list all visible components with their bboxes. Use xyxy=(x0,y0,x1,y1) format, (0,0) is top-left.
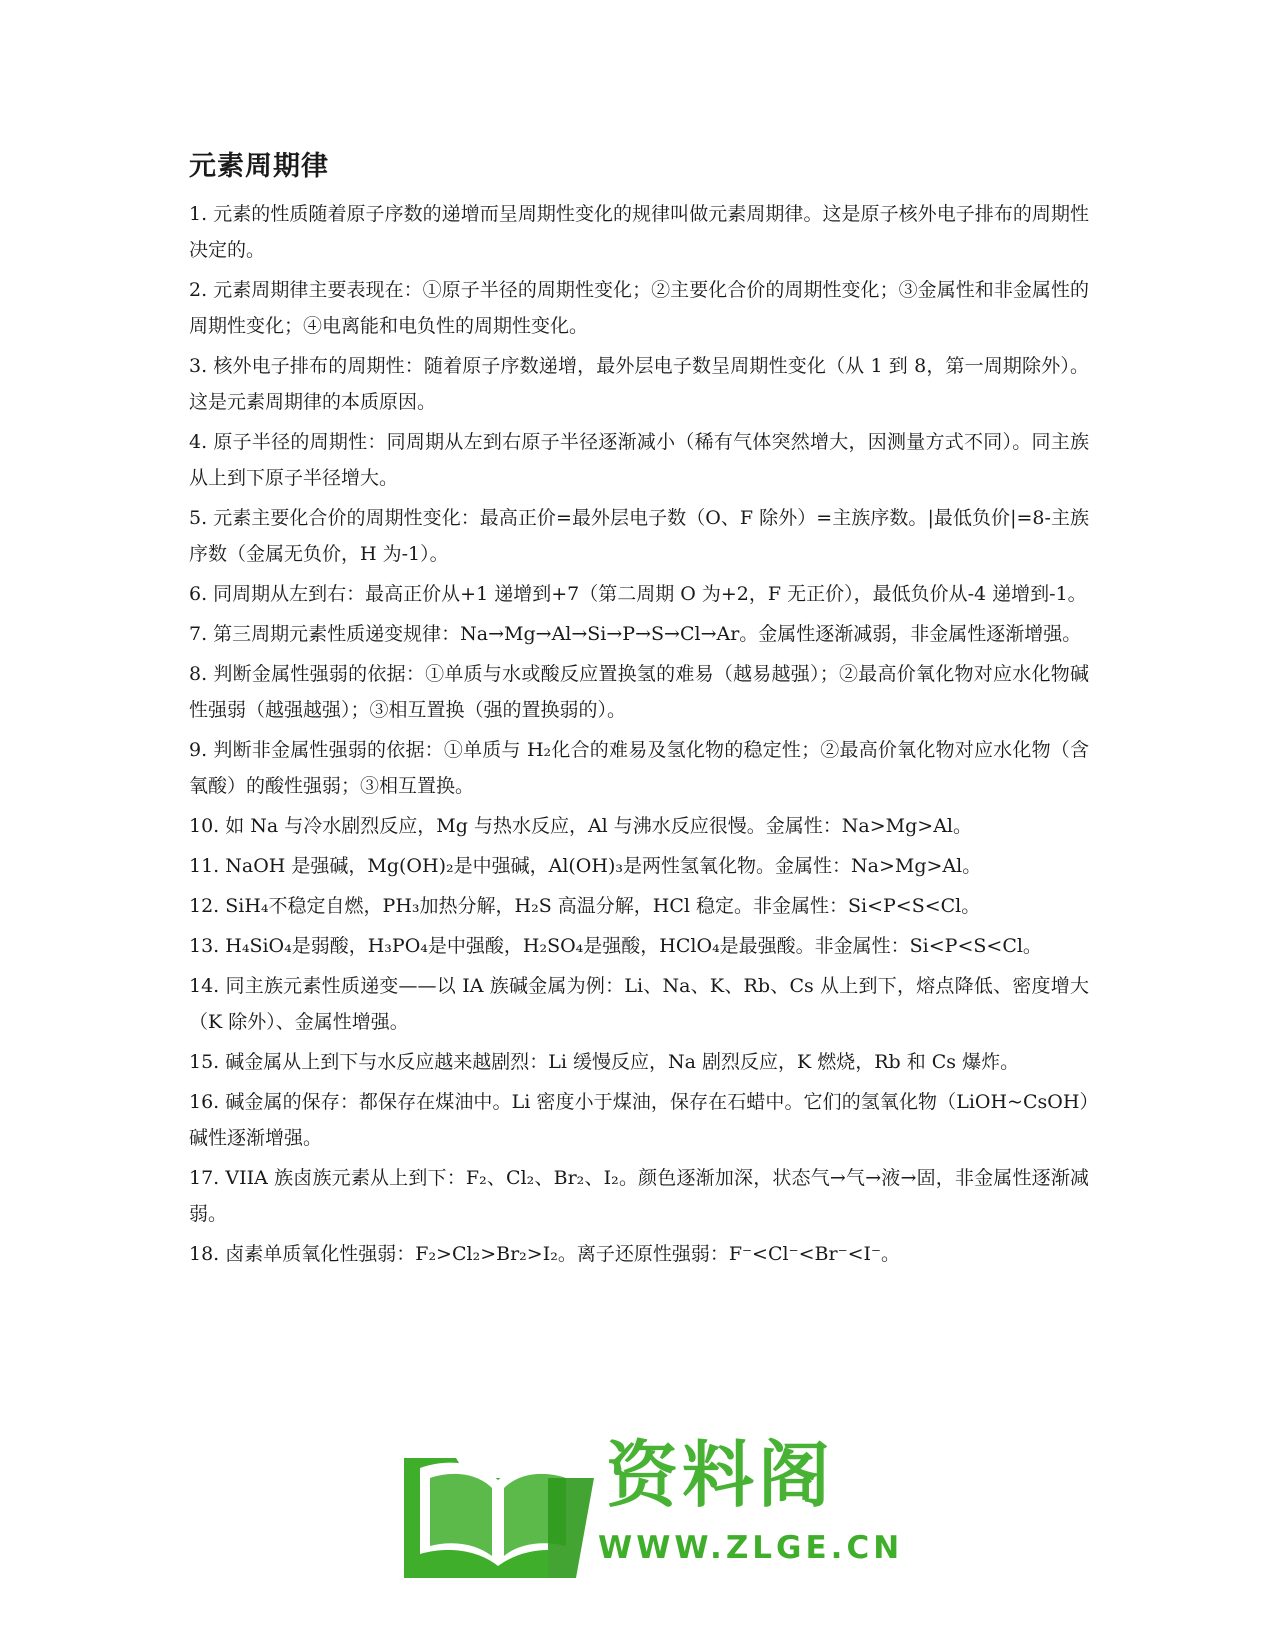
list-item: 8. 判断金属性强弱的依据：①单质与水或酸反应置换氢的难易（越易越强）；②最高价氧化物对应水化物碱性强弱（越强越强）；③相互置换（强的置换弱的）。 xyxy=(189,663,1089,721)
list-item: 13. H₄SiO₄是弱酸，H₃PO₄是中强酸，H₂SO₄是强酸，HClO₄是最强酸。非金属性：Si<P<S<Cl。 xyxy=(189,935,1042,957)
list-item: 1. 元素的性质随着原子序数的递增而呈周期性变化的规律叫做元素周期律。这是原子核外电子排布的周期性决定的。 xyxy=(189,203,1089,261)
list-item: 14. 同主族元素性质递变——以 IA 族碱金属为例：Li、Na、K、Rb、Cs 从上到下，熔点降低、密度增大（K 除外）、金属性增强。 xyxy=(189,975,1089,1033)
watermark-url: WWW.ZLGE.CN xyxy=(598,1530,904,1566)
list-item: 12. SiH₄不稳定自燃，PH₃加热分解，H₂S 高温分解，HCl 稳定。非金属性：Si<P<S<Cl。 xyxy=(189,895,981,917)
list-item: 10. 如 Na 与冷水剧烈反应，Mg 与热水反应，Al 与沸水反应很慢。金属性：Na>Mg>Al。 xyxy=(189,815,972,837)
list-item: 2. 元素周期律主要表现在：①原子半径的周期性变化；②主要化合价的周期性变化；③金属性和非金属性的周期性变化；④电离能和电负性的周期性变化。 xyxy=(189,279,1089,337)
list-item: 4. 原子半径的周期性：同周期从左到右原子半径逐渐减小（稀有气体突然增大，因测量方式不同）。同主族从上到下原子半径增大。 xyxy=(189,431,1089,489)
book-folder-icon xyxy=(398,1438,598,1588)
list-item: 11. NaOH 是强碱，Mg(OH)₂是中强碱，Al(OH)₃是两性氢氧化物。金属性：Na>Mg>Al。 xyxy=(189,855,982,877)
document-title: 元素周期律 xyxy=(189,151,329,182)
list-item: 7. 第三周期元素性质递变规律：Na→Mg→Al→Si→P→S→Cl→Ar。金属性逐渐减弱，非金属性逐渐增强。 xyxy=(189,623,1082,645)
document-page xyxy=(189,150,1089,1276)
list-item: 5. 元素主要化合价的周期性变化：最高正价=最外层电子数（O、F 除外）=主族序数。|最低负价|=8-主族序数（金属无负价，H 为-1）。 xyxy=(189,507,1089,565)
item-list xyxy=(189,196,1089,1272)
watermark-logo xyxy=(398,1433,904,1588)
list-item: 18. 卤素单质氧化性强弱：F₂>Cl₂>Br₂>I₂。离子还原性强弱：F⁻<Cl⁻<Br⁻<I⁻。 xyxy=(189,1243,901,1265)
list-item: 17. VIIA 族卤族元素从上到下：F₂、Cl₂、Br₂、I₂。颜色逐渐加深，状态气→气→液→固，非金属性逐渐减弱。 xyxy=(189,1167,1089,1225)
watermark-name: 资料阁 xyxy=(606,1433,835,1517)
list-item: 3. 核外电子排布的周期性：随着原子序数递增，最外层电子数呈周期性变化（从 1 到 8，第一周期除外）。这是元素周期律的本质原因。 xyxy=(189,355,1089,413)
list-item: 16. 碱金属的保存：都保存在煤油中。Li 密度小于煤油，保存在石蜡中。它们的氢氧化物（LiOH~CsOH）碱性逐渐增强。 xyxy=(189,1091,1089,1149)
list-item: 15. 碱金属从上到下与水反应越来越剧烈：Li 缓慢反应，Na 剧烈反应，K 燃烧，Rb 和 Cs 爆炸。 xyxy=(189,1051,1020,1073)
list-item: 9. 判断非金属性强弱的依据：①单质与 H₂化合的难易及氢化物的稳定性；②最高价氧化物对应水化物（含氧酸）的酸性强弱；③相互置换。 xyxy=(189,739,1089,797)
list-item: 6. 同周期从左到右：最高正价从+1 递增到+7（第二周期 O 为+2，F 无正价），最低负价从-4 递增到-1。 xyxy=(189,583,1087,605)
